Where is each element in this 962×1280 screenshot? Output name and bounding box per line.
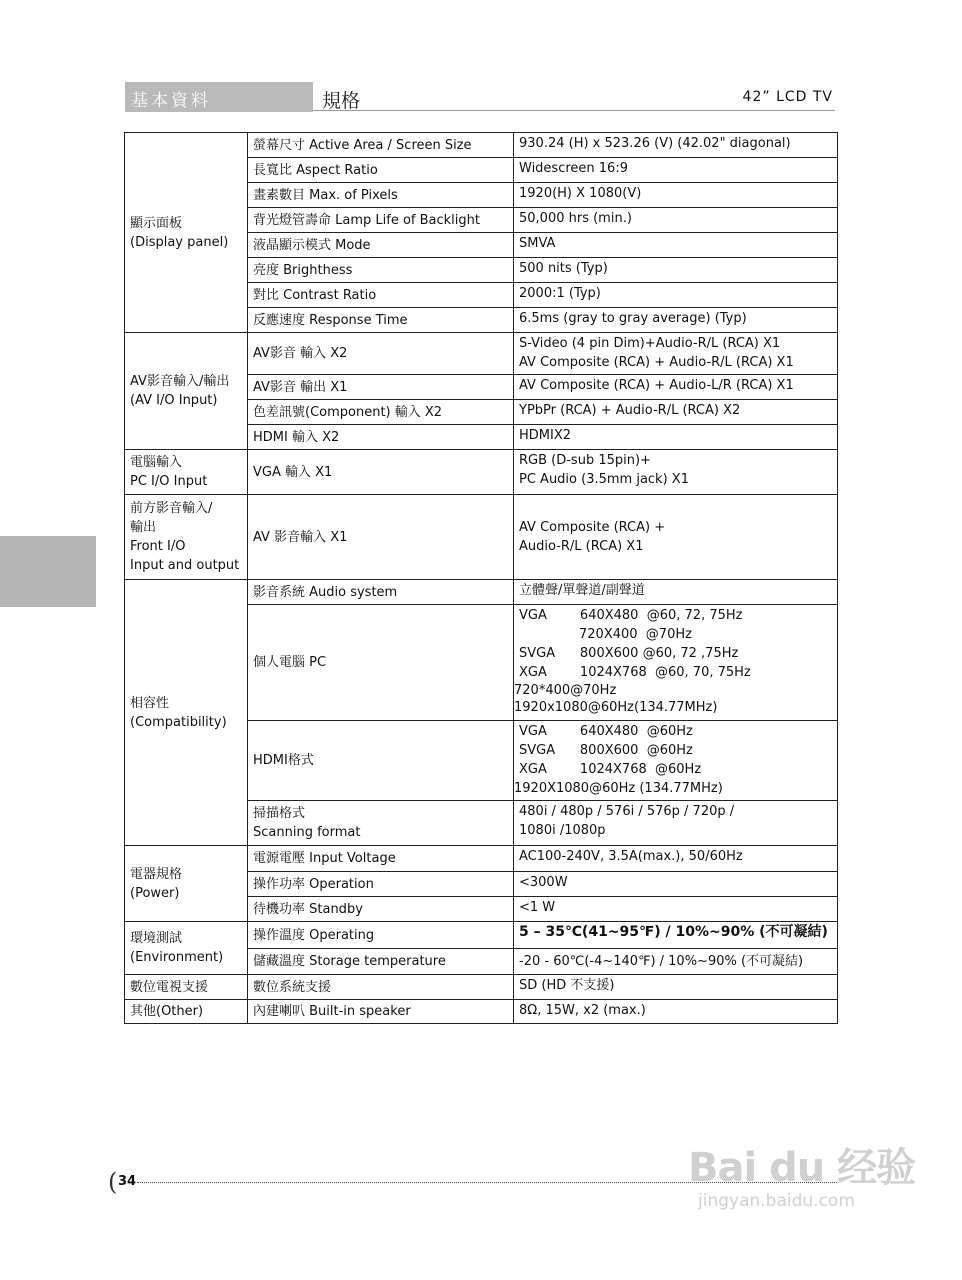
spec-value-line: 480i / 480p / 576i / 576p / 720p / [519, 804, 735, 819]
spec-value-line: PC Audio (3.5mm jack) X1 [519, 472, 689, 487]
spec-label: HDMI格式 [248, 721, 514, 801]
table-row [125, 333, 838, 375]
spec-label: AV 影音輸入 X1 [248, 495, 514, 580]
spec-label: 數位系統支援 [248, 975, 514, 1000]
spec-value: AC100-240V, 3.5A(max.), 50/60Hz [514, 846, 838, 872]
watermark-url: jingyan.baidu.com [698, 1191, 855, 1211]
model-title: 42” LCD TV [742, 89, 833, 105]
spec-value-line: AV Composite (RCA) + Audio-R/L (RCA) X1 [519, 355, 794, 370]
spec-value: <300W [514, 872, 838, 897]
spec-label-line: 掃描格式 [253, 806, 306, 821]
group-compat: 相容性 (Compatibility) [125, 580, 248, 846]
spec-label: 待機功率 Standby [248, 897, 514, 922]
spec-label: HDMI 輸入 X2 [248, 425, 514, 450]
spec-value: -20 - 60℃(-4~140℉) / 10%~90% (不可凝結) [514, 949, 838, 975]
spec-value-line: VGA 640X480 @60, 72, 75Hz [519, 608, 743, 623]
spec-label: AV影音 輸入 X2 [248, 333, 514, 375]
spec-label: 影音系統 Audio system [248, 580, 514, 605]
spec-table [124, 132, 838, 1024]
spec-value: 8Ω, 15W, x2 (max.) [514, 1000, 838, 1024]
table-row [125, 495, 838, 580]
table-row [125, 580, 838, 605]
spec-label: 反應速度 Response Time [248, 308, 514, 333]
table-row [125, 846, 838, 872]
spec-value: 1920(H) X 1080(V) [514, 183, 838, 208]
spec-value-line: SVGA 800X600 @60, 72 ,75Hz [519, 646, 739, 661]
spec-value: HDMIX2 [514, 425, 838, 450]
spec-label: 背光燈管壽命 Lamp Life of Backlight [248, 208, 514, 233]
spec-value-line: 1920x1080@60Hz(134.77MHz) [514, 700, 718, 715]
spec-label: 畫素數目 Max. of Pixels [248, 183, 514, 208]
spec-value-line: AV Composite (RCA) + [519, 520, 666, 535]
spec-value-line: XGA 1024X768 @60, 70, 75Hz [519, 665, 751, 680]
spec-value [514, 721, 838, 801]
watermark [688, 1136, 915, 1211]
page-number: 34 [118, 1174, 137, 1189]
spec-label: 操作功率 Operation [248, 872, 514, 897]
spec-value: 50,000 hrs (min.) [514, 208, 838, 233]
spec-label: 長寬比 Aspect Ratio [248, 158, 514, 183]
spec-label [248, 801, 514, 846]
spec-value: 立體聲/單聲道/副聲道 [514, 580, 838, 605]
spec-label: 操作溫度 Operating [248, 922, 514, 949]
spec-value-line: VGA 640X480 @60Hz [519, 724, 693, 739]
spec-value-line: 720X400 @70Hz [579, 627, 692, 642]
spec-value: Widescreen 16:9 [514, 158, 838, 183]
spec-label: 色差訊號(Component) 輸入 X2 [248, 400, 514, 425]
spec-value-line: XGA 1024X768 @60Hz [519, 762, 702, 777]
spec-value-line: 1080i /1080p [519, 823, 606, 838]
spec-value [514, 450, 838, 495]
spec-label: 亮度 Brighthess [248, 258, 514, 283]
spec-value: YPbPr (RCA) + Audio-R/L (RCA) X2 [514, 400, 838, 425]
spec-label: AV影音 輸出 X1 [248, 375, 514, 400]
group-env: 環境測試 (Environment) [125, 922, 248, 975]
spec-value: SD (HD 不支援) [514, 975, 838, 1000]
spec-value: 2000:1 (Typ) [514, 283, 838, 308]
spec-label: VGA 輸入 X1 [248, 450, 514, 495]
spec-value [514, 495, 838, 580]
spec-value: AV Composite (RCA) + Audio-L/R (RCA) X1 [514, 375, 838, 400]
spec-label: 個人電腦 PC [248, 605, 514, 721]
spec-value [514, 801, 838, 846]
spec-label: 液晶顯示模式 Mode [248, 233, 514, 258]
spec-value-line: S-Video (4 pin Dim)+Audio-R/L (RCA) X1 [519, 336, 781, 351]
group-power: 電器規格 (Power) [125, 846, 248, 922]
spec-value-line: RGB (D-sub 15pin)+ [519, 453, 651, 468]
spec-value: 6.5ms (gray to gray average) (Typ) [514, 308, 838, 333]
side-tab [0, 536, 96, 607]
spec-label: 電源電壓 Input Voltage [248, 846, 514, 872]
table-row [125, 975, 838, 1000]
group-dtv: 數位電視支援 [125, 975, 248, 1000]
spec-value-line: Audio-R/L (RCA) X1 [519, 539, 644, 554]
spec-label: 內建喇叭 Built-in speaker [248, 1000, 514, 1024]
spec-value-line: 720*400@70Hz [514, 683, 617, 698]
table-row [125, 1000, 838, 1024]
spec-value-line: 1920X1080@60Hz (134.77MHz) [514, 781, 723, 796]
header-tab-label: 基本資料 [131, 91, 211, 111]
spec-value: 500 nits (Typ) [514, 258, 838, 283]
group-av: AV影音輸入/輸出 (AV I/O Input) [125, 333, 248, 450]
spec-value [514, 605, 838, 721]
spec-label: 螢幕尺寸 Active Area / Screen Size [248, 133, 514, 158]
spec-value-line: SVGA 800X600 @60Hz [519, 743, 693, 758]
group-display: 顯示面板 (Display panel) [125, 133, 248, 333]
group-other: 其他(Other) [125, 1000, 248, 1024]
spec-value: <1 W [514, 897, 838, 922]
section-title: 規格 [322, 90, 361, 112]
spec-value: 5 – 35℃(41~95℉) / 10%~90% (不可凝結) [514, 922, 838, 949]
page-number-bracket-icon: ( [108, 1168, 118, 1196]
spec-label: 儲藏溫度 Storage temperature [248, 949, 514, 975]
spec-value: 930.24 (H) x 523.26 (V) (42.02" diagonal) [514, 133, 838, 158]
table-row [125, 450, 838, 495]
group-front: 前方影音輸入/ 輸出 Front I/O Input and output [125, 495, 248, 580]
table-row [125, 133, 838, 158]
spec-label: 對比 Contrast Ratio [248, 283, 514, 308]
header-rule [313, 110, 835, 111]
watermark-logo: Bai du 经验 [688, 1145, 916, 1191]
header-tab [125, 82, 313, 112]
spec-label-line: Scanning format [253, 825, 361, 840]
table-row [125, 922, 838, 949]
spec-value: SMVA [514, 233, 838, 258]
group-pc: 電腦輸入 PC I/O Input [125, 450, 248, 495]
spec-value [514, 333, 838, 375]
